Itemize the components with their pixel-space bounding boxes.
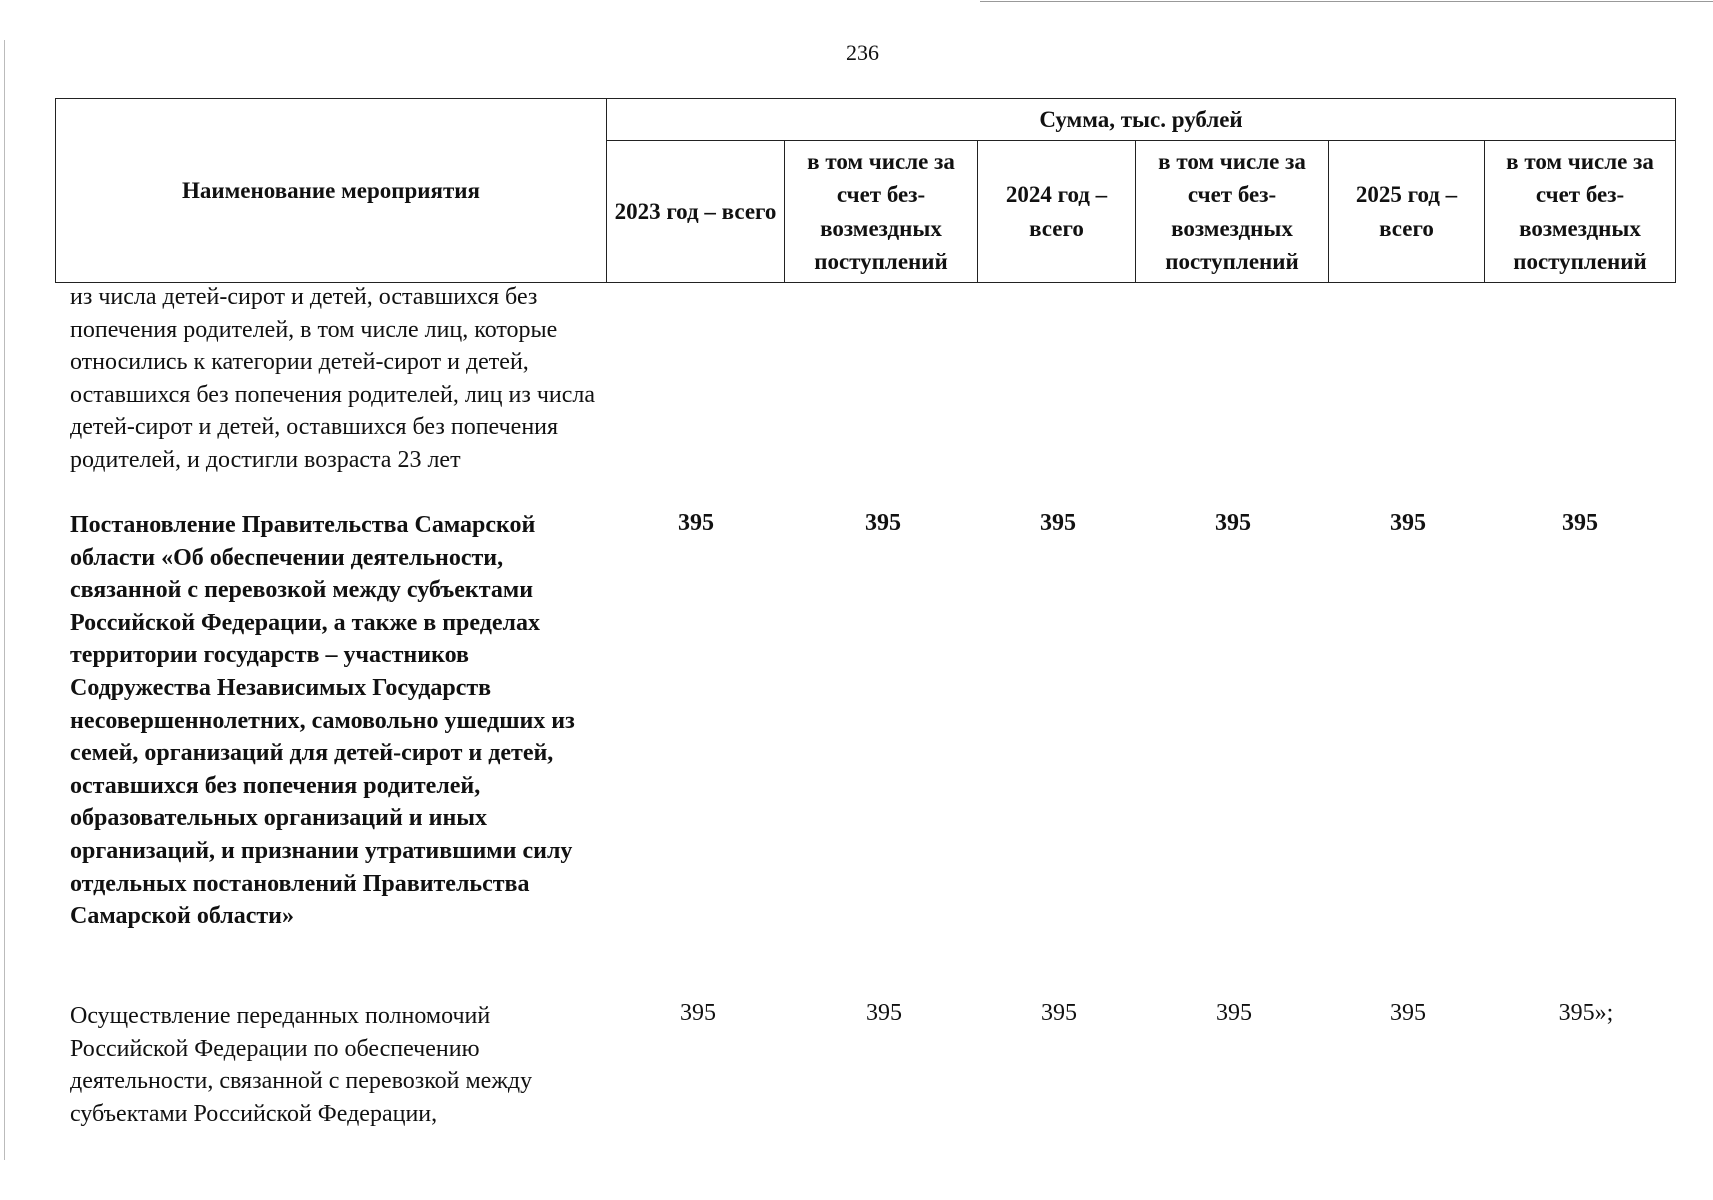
resolution-value-2025-total: 395 <box>1390 510 1426 536</box>
measure-value-2024-grants: 395 <box>1216 1000 1252 1026</box>
scan-edge-top <box>980 1 1713 2</box>
header-2025-grants: в том числе за счет без-возмездных поступлений <box>1485 141 1676 283</box>
scan-edge-left <box>4 40 5 1160</box>
measure-text: Осуществление переданных полномочий Российской Федерации по обеспечению деятельности, связанной с перевозкой между субъектами Российской Федерации, <box>70 1003 533 1127</box>
resolution-title: Постановление Правительства Самарской области «Об обеспечении деятельности, связанной с перевозкой между субъектами Российской Федерации, а также в пределах территории государств – участников Содружества Независимых Государств несовершеннолетних, самовольно ушедших из семей, организаций для детей-сирот и детей, оставшихся без попечения родителей, образовательных организаций и иных организаций, и признании утратившими силу отдельных постановлений Правительства Самарской области» <box>70 512 575 930</box>
header-2023-total: 2023 год – всего <box>607 141 785 283</box>
measure-value-2024-total: 395 <box>1041 1000 1077 1026</box>
header-2023-grants: в том числе за счет без-возмездных поступлений <box>785 141 978 283</box>
resolution-value-2024-total: 395 <box>1040 510 1076 536</box>
measure-value-2023-grants: 395 <box>866 1000 902 1026</box>
resolution-value-2023-grants: 395 <box>865 510 901 536</box>
resolution-value-2024-grants: 395 <box>1215 510 1251 536</box>
header-2024-total: 2024 год – всего <box>978 141 1136 283</box>
resolution-value-2025-grants: 395 <box>1562 510 1598 536</box>
measure-value-2025-grants: 395»; <box>1558 1000 1614 1026</box>
header-activity-name: Наименование мероприятия <box>56 99 607 283</box>
budget-table-header <box>55 98 1676 283</box>
header-2024-grants: в том числе за счет без-возмездных поступлений <box>1136 141 1329 283</box>
page-number: 236 <box>846 40 879 65</box>
header-sum-group: Сумма, тыс. рублей <box>607 99 1676 141</box>
continuation-text: из числа детей-сирот и детей, оставшихся без попечения родителей, в том числе лиц, которые относились к категории детей-сирот и детей, оставшихся без попечения родителей, лиц из числа детей-сирот и детей, оставшихся без попечения родителей, и достигли возраста 23 лет <box>70 284 596 473</box>
resolution-value-2023-total: 395 <box>678 510 714 536</box>
header-2025-total: 2025 год – всего <box>1329 141 1485 283</box>
measure-value-2025-total: 395 <box>1390 1000 1426 1026</box>
measure-value-2023-total: 395 <box>680 1000 716 1026</box>
